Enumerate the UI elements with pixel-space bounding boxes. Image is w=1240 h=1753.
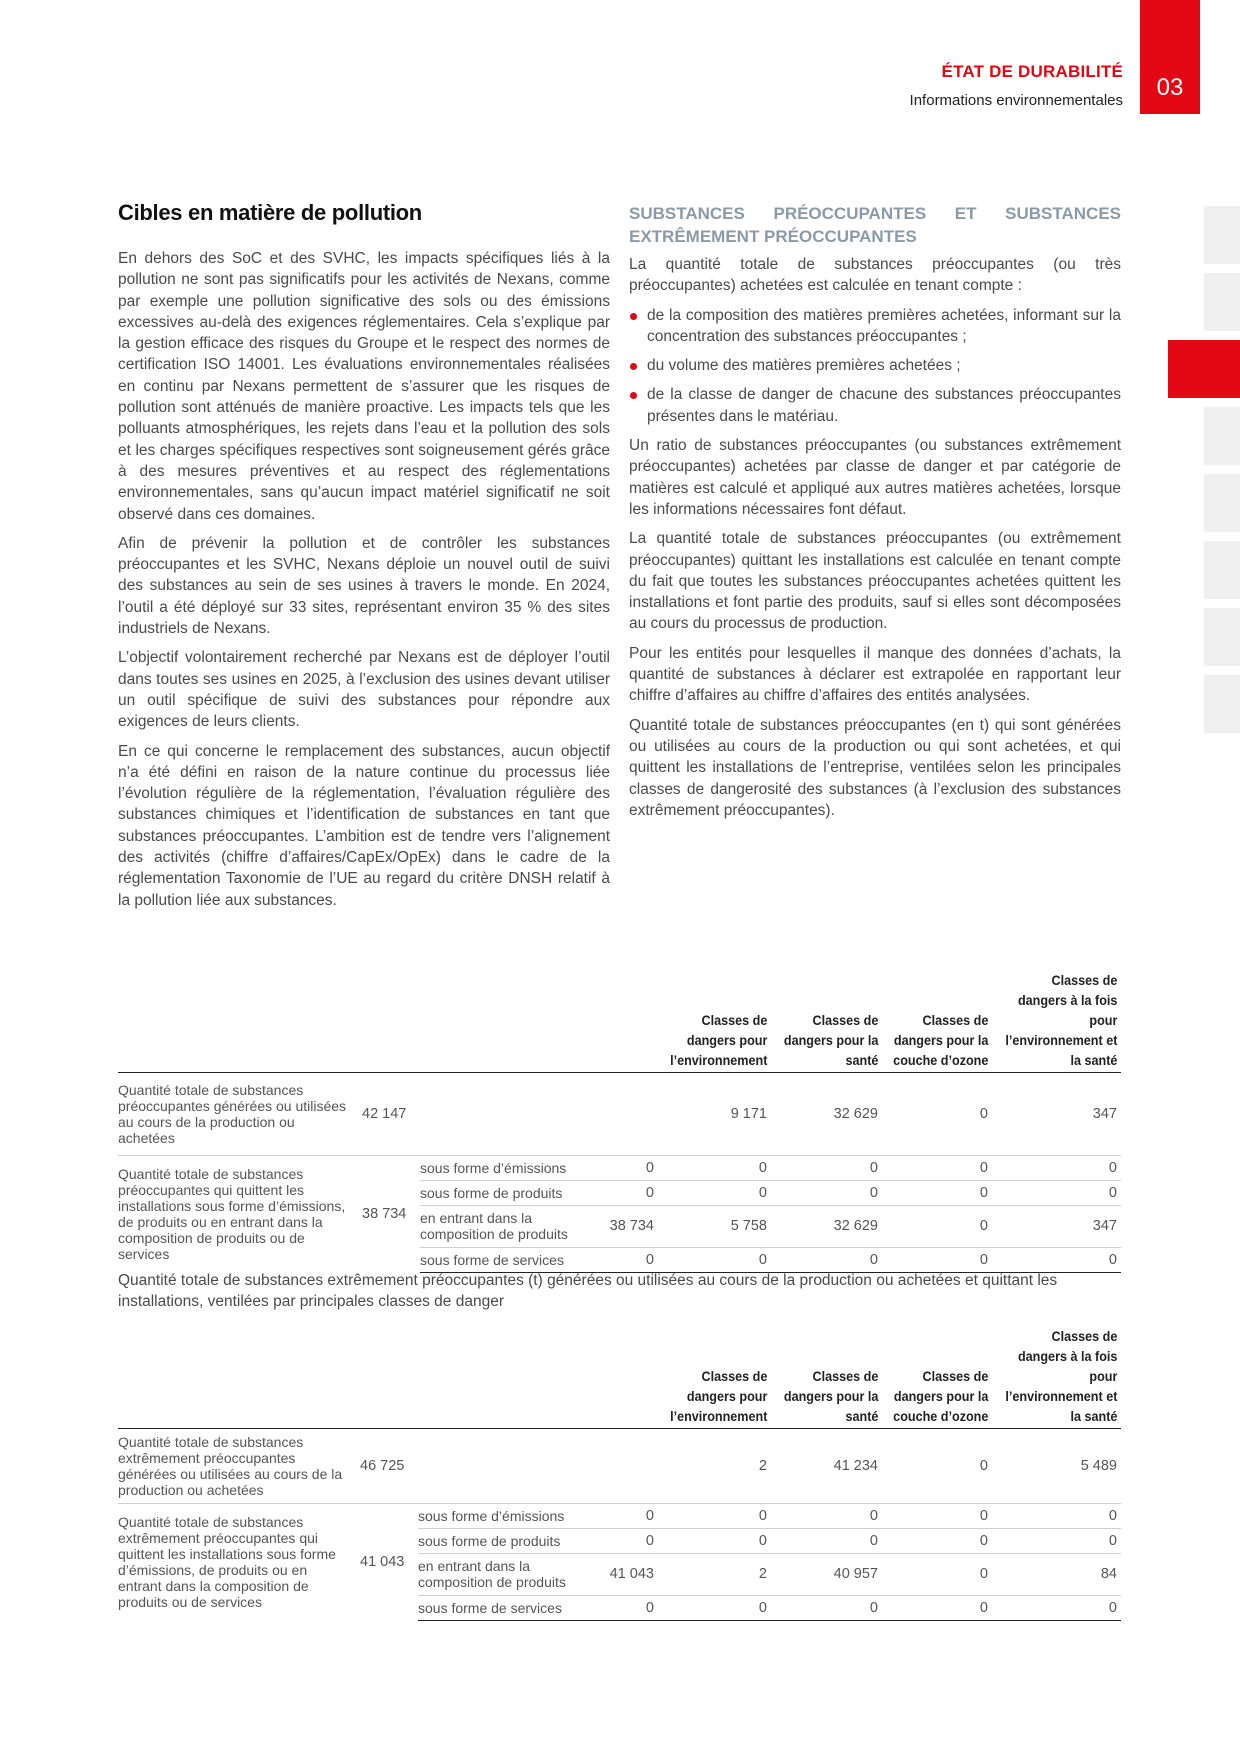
section-subtitle: Informations environnementales: [909, 92, 1123, 109]
substances-of-concern-table: [118, 970, 1121, 1273]
cell-value: 41 234: [833, 1457, 878, 1474]
cell-value: 40 957: [771, 1553, 882, 1595]
cell-value: 0: [658, 1528, 771, 1553]
cell-value: 347: [992, 1205, 1121, 1247]
sub-row-label: sous forme de produits: [420, 1180, 578, 1205]
table-row: [118, 1155, 1121, 1180]
sub-row-label: sous forme d’émissions: [418, 1503, 578, 1528]
cell-value: 0: [882, 1528, 992, 1553]
cell-value: 0: [658, 1180, 771, 1205]
paragraph: Un ratio de substances préoccupantes (ou substances extrêmement préoccupantes) achetées par classe de danger et par catégorie de matières est calculé et appliqué aux autres matières achetées, lorsque les informations nécessaires font défaut.: [629, 437, 1121, 518]
side-tab-3-active[interactable]: [1168, 340, 1240, 398]
table-row: [118, 1503, 1121, 1528]
cell-value: 84: [992, 1553, 1121, 1595]
paragraph: En dehors des SoC et des SVHC, les impacts spécifiques liés à la pollution ne sont pas significatifs pour les activités de Nexans, comme par exemple une pollution significative des sols ou des émissions excessives au-delà des exigences réglementaires. Cela s’explique par la gestion efficace des risques du Groupe et le respect des normes de certification ISO 14001. Les évaluations environnementales réalisées en continu par Nexans permettent de s’assurer que les risques de pollution sont atténués de manière proactive. Les impacts tels que les polluants atmosphériques, les rejets dans l’eau et la pollution des sols et les charges spécifiques respectives sont soigneusement gérés grâce à des mesures préventives et au respect des réglementations environnementales, sans qu’aucun impact matériel significatif ne soit observé dans ces domaines.: [118, 250, 610, 523]
total-value: 41 043: [358, 1503, 418, 1620]
side-tab-5[interactable]: [1204, 474, 1240, 532]
substances-heading: SUBSTANCES PRÉOCCUPANTES ET SUBSTANCES EXTRÊMEMENT PRÉOCCUPANTES: [629, 204, 1121, 246]
side-tab-7[interactable]: [1204, 608, 1240, 666]
sub-row-label: sous forme d’émissions: [420, 1155, 578, 1180]
cell-value: 0: [979, 1457, 988, 1474]
cell-value: 0: [992, 1595, 1121, 1620]
side-tab-6[interactable]: [1204, 541, 1240, 599]
bullet-icon: [630, 392, 637, 399]
table-row: [118, 1073, 1121, 1155]
cell-value: 0: [882, 1553, 992, 1595]
paragraph: En ce qui concerne le remplacement des substances, aucun objectif n’a été défini en raison de la nature continue du processus liée l’évolution régulière de la réglementation, l’évaluation régulière des substances chimiques et l’identification de substances en tant que substances préoccupantes. L’ambition est de tendre vers l’alignement des activités (chiffre d’affaires/CapEx/OpEx) dans le cadre de la réglementation Taxonomie de l’UE au regard du critère DNSH relatif à la pollution liée aux substances.: [118, 742, 610, 909]
row-label: Quantité totale de substances extrêmement préoccupantes qui quittent les installations sous forme d’émissions, de produits ou en entrant dans la composition de produits ou de services: [118, 1503, 358, 1620]
paragraph: Pour les entités pour lesquelles il manque des données d’achats, la quantité de substances à déclarer est extrapolée en rapportant leur chiffre d’affaires au chiffre d’affaires des entités analysées.: [629, 644, 1121, 705]
row-label: Quantité totale de substances préoccupantes générées ou utilisées au cours de la production ou achetées: [118, 1081, 347, 1146]
paragraph: L’objectif volontairement recherché par Nexans est de déployer l’outil dans toutes ses usines en 2025, à l’exclusion des usines devant utiliser un outil spécifique de suivi des substances pour répondre aux exigences de leurs clients.: [118, 649, 610, 731]
list-item: de la composition des matières premières achetées, informant sur la concentration des substances préoccupantes ;: [629, 305, 1121, 348]
cell-value: 9 171: [730, 1105, 767, 1122]
cell-value: 0: [771, 1595, 882, 1620]
sub-row-label: sous forme de services: [420, 1247, 578, 1272]
pollution-targets-heading: Cibles en matière de pollution: [118, 200, 422, 225]
cell-value: 0: [578, 1180, 658, 1205]
sub-row-label: en entrant dans la composition de produits: [418, 1553, 578, 1595]
cell-value: 0: [882, 1247, 992, 1272]
column-header: Classes de dangers pour la santé: [783, 1012, 879, 1068]
column-header: Classes de dangers pour la couche d’ozone: [893, 1368, 989, 1424]
right-column: [629, 202, 1121, 829]
cell-value: 0: [578, 1155, 658, 1180]
cell-value: 0: [992, 1180, 1121, 1205]
cell-value: 0: [992, 1247, 1121, 1272]
bullet-list: [629, 305, 1121, 427]
cell-value: 0: [771, 1180, 882, 1205]
chapter-number: 03: [1156, 74, 1184, 101]
cell-value: 0: [771, 1503, 882, 1528]
cell-value: 0: [578, 1503, 658, 1528]
cell-value: 32 629: [771, 1205, 882, 1247]
cell-value: 2: [658, 1553, 771, 1595]
bullet-icon: [630, 363, 637, 370]
cell-value: 0: [658, 1247, 771, 1272]
cell-value: 0: [578, 1247, 658, 1272]
sub-row-label: sous forme de produits: [418, 1528, 578, 1553]
row-label: Quantité totale de substances préoccupantes qui quittent les installations sous forme d’émissions, de produits ou en entrant dans la composition de produits ou de services: [118, 1155, 360, 1272]
side-tab-1[interactable]: [1204, 206, 1240, 264]
column-header: Classes de dangers pour la santé: [783, 1368, 879, 1424]
cell-value: 5 758: [658, 1205, 771, 1247]
cell-value: 0: [992, 1155, 1121, 1180]
column-header: Classes de dangers à la fois pour l’environnement et la santé: [1005, 1328, 1118, 1424]
cell-value: 0: [882, 1155, 992, 1180]
total-value: 38 734: [360, 1155, 420, 1272]
paragraph: La quantité totale de substances préoccupantes (ou très préoccupantes) achetées est calculée en tenant compte :: [629, 256, 1121, 295]
column-header: Classes de dangers à la fois pour l’environnement et la santé: [1005, 972, 1118, 1068]
cell-value: 38 734: [578, 1205, 658, 1247]
table-row: [118, 1429, 1121, 1503]
substances-of-very-high-concern-table: [118, 1326, 1121, 1621]
column-header: Classes de dangers pour l’environnement: [670, 1012, 768, 1068]
left-column: [118, 200, 610, 919]
cell-value: 2: [758, 1457, 767, 1474]
cell-value: 32 629: [833, 1105, 878, 1122]
paragraph: Afin de prévenir la pollution et de contrôler les substances préoccupantes et les SVHC, Nexans déploie un nouvel outil de suivi des substances au sein de ses usines à travers le monde. En 2024, l’outil a été déployé sur 33 sites, représentant environ 35 % des sites industriels de Nexans.: [118, 534, 610, 638]
cell-value: 0: [979, 1105, 988, 1122]
cell-value: 41 043: [578, 1553, 658, 1595]
table-caption: Quantité totale de substances extrêmement préoccupantes (t) générées ou utilisées au cours de la production ou achetées et quittant les installations, ventilées par principales classes de danger: [118, 1272, 1058, 1310]
paragraph: La quantité totale de substances préoccupantes (ou extrêmement préoccupantes) quittant les installations est calculée en tenant compte du fait que toutes les substances préoccupantes achetées quittent les installations et font partie des produits, sauf si elles sont décomposées au cours du processus de production.: [629, 530, 1121, 633]
total-value: 42 147: [362, 1105, 407, 1122]
cell-value: 0: [578, 1595, 658, 1620]
chapter-tab: [1140, 0, 1200, 114]
cell-value: 0: [992, 1528, 1121, 1553]
cell-value: 0: [658, 1595, 771, 1620]
row-label: Quantité totale de substances extrêmement préoccupantes générées ou utilisées au cours de la production ou achetées: [118, 1433, 343, 1498]
sub-row-label: en entrant dans la composition de produits: [420, 1205, 578, 1247]
paragraph: Quantité totale de substances préoccupantes (en t) qui sont générées ou utilisées au cours de la production ou qui sont achetées, et qui quittent les installations de l’entreprise, ventilées selon les principales classes de dangerosité des substances (à l’exclusion des substances extrêmement préoccupantes).: [629, 716, 1121, 819]
cell-value: 0: [771, 1155, 882, 1180]
cell-value: 5 489: [1080, 1457, 1117, 1474]
column-header: Classes de dangers pour la couche d’ozone: [893, 1012, 989, 1068]
cell-value: 0: [882, 1205, 992, 1247]
cell-value: 347: [1092, 1105, 1117, 1122]
side-tab-8[interactable]: [1204, 675, 1240, 733]
cell-value: 0: [771, 1528, 882, 1553]
list-item: de la classe de danger de chacune des substances préoccupantes présentes dans le matériau.: [629, 384, 1121, 427]
bullet-icon: [630, 313, 637, 320]
cell-value: 0: [882, 1503, 992, 1528]
side-tab-2[interactable]: [1204, 273, 1240, 331]
sub-row-label: sous forme de services: [418, 1595, 578, 1620]
cell-value: 0: [882, 1595, 992, 1620]
cell-value: 0: [578, 1528, 658, 1553]
list-item: du volume des matières premières achetées ;: [629, 355, 1121, 376]
cell-value: 0: [658, 1155, 771, 1180]
section-title: ÉTAT DE DURABILITÉ: [941, 62, 1123, 81]
cell-value: 0: [771, 1247, 882, 1272]
total-value: 46 725: [360, 1457, 405, 1474]
side-tab-4[interactable]: [1204, 407, 1240, 465]
column-header: Classes de dangers pour l’environnement: [670, 1368, 768, 1424]
cell-value: 0: [992, 1503, 1121, 1528]
cell-value: 0: [658, 1503, 771, 1528]
cell-value: 0: [882, 1180, 992, 1205]
